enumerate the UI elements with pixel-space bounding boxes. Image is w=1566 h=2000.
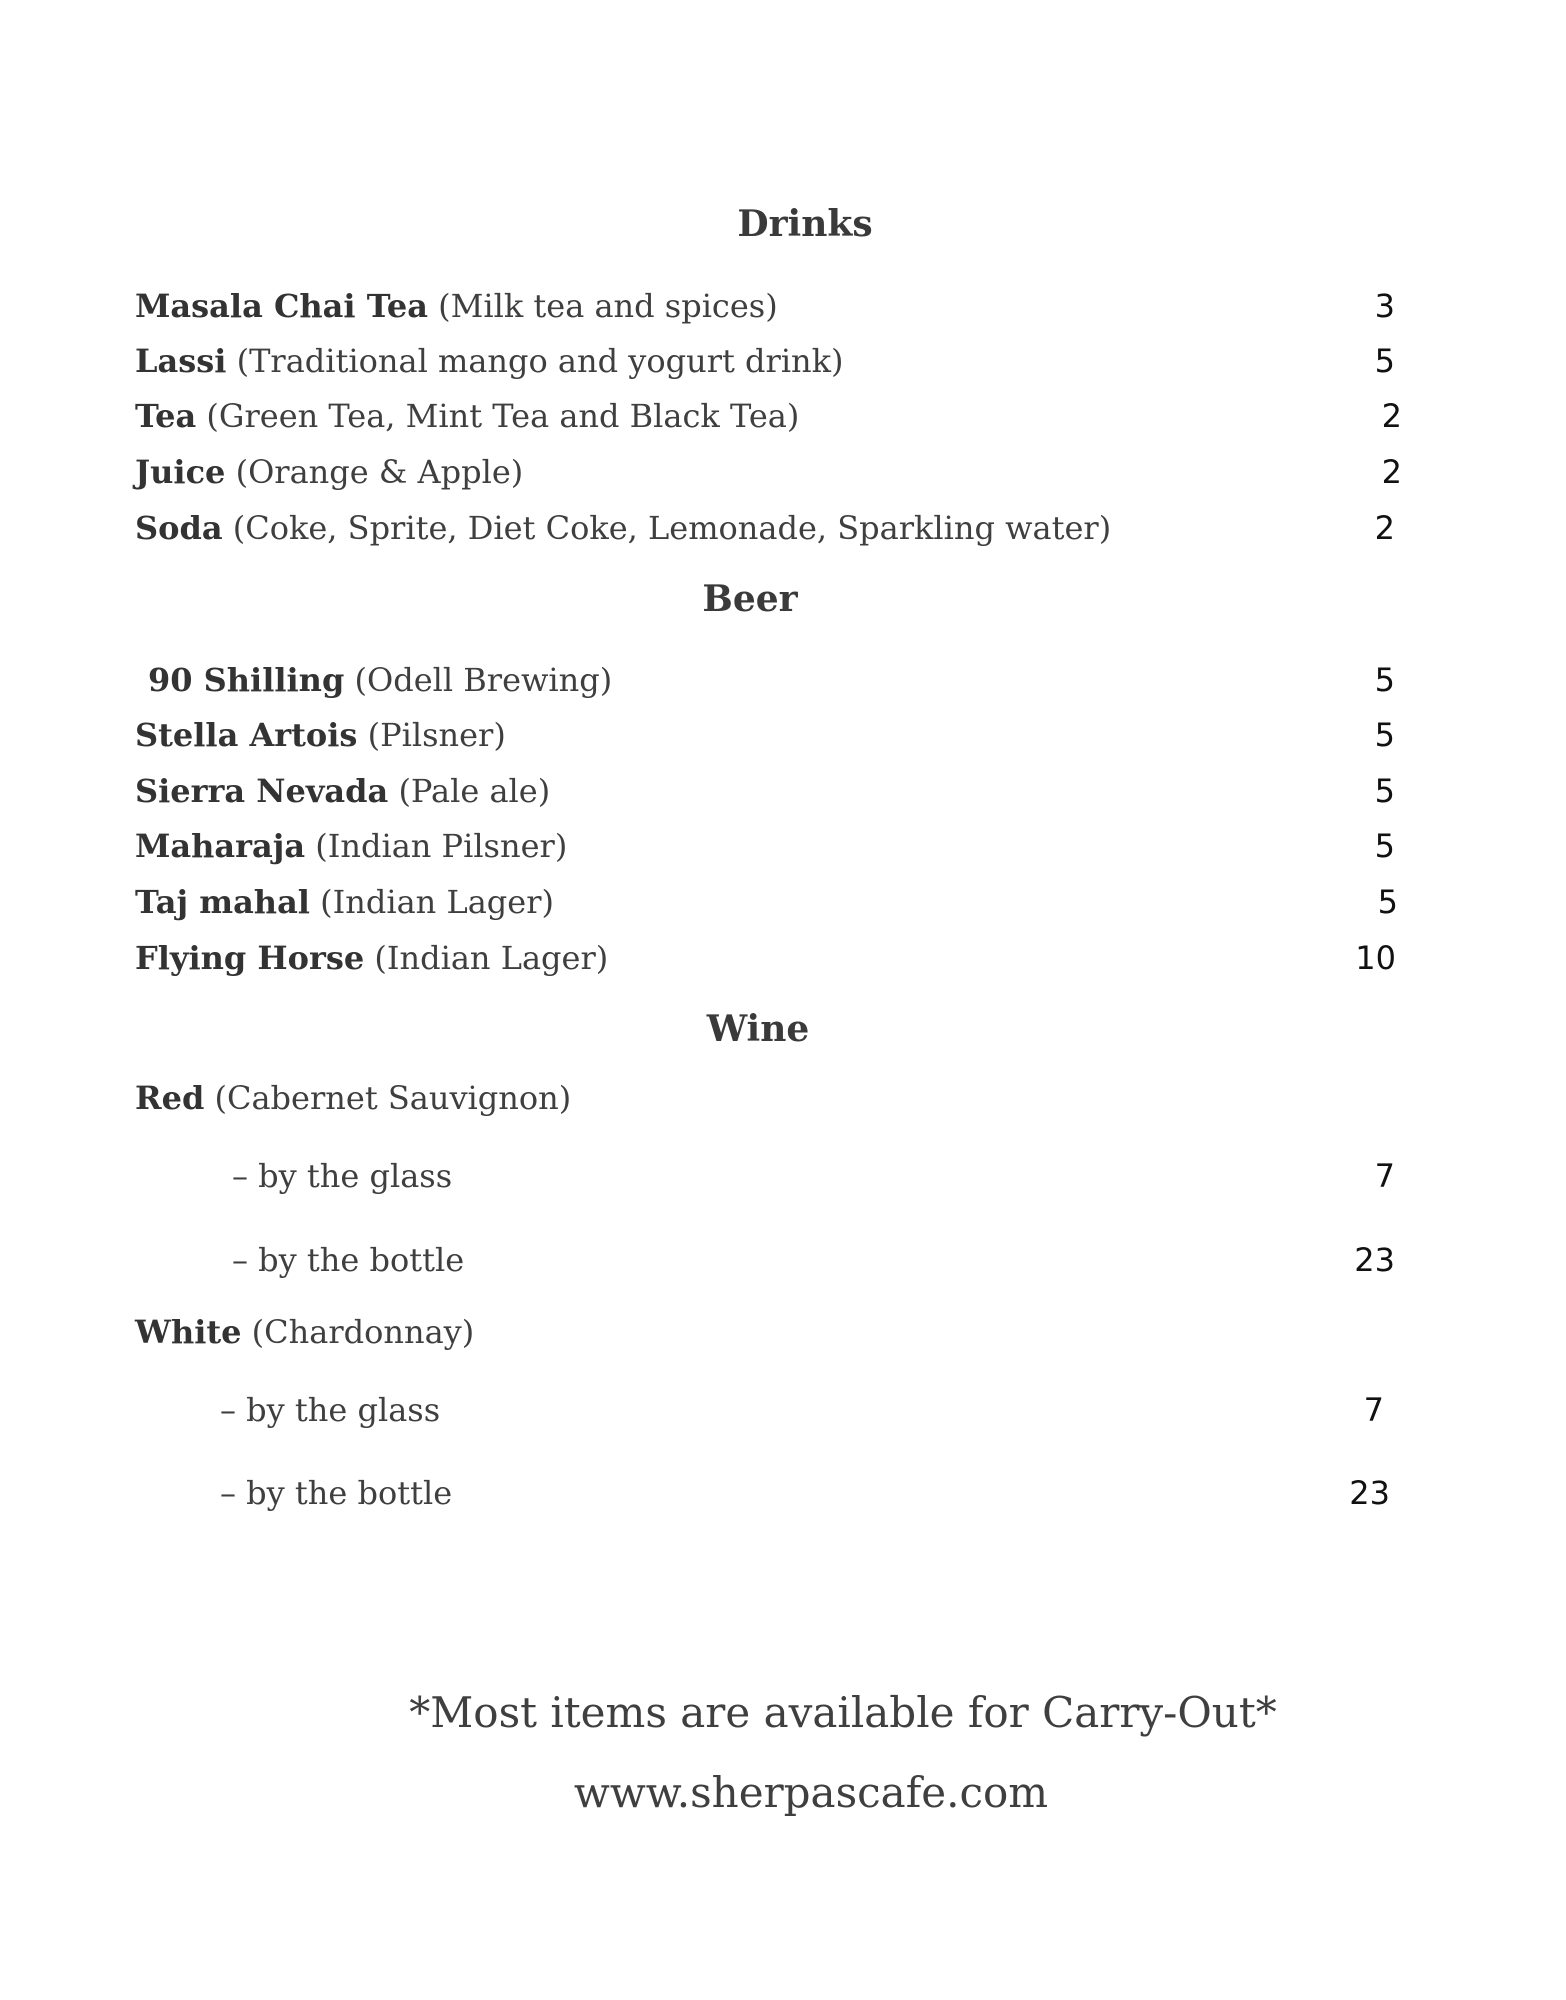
- item-name: Stella Artois: [135, 716, 358, 754]
- menu-sub-option: [220, 1465, 1480, 1521]
- option-price: 7: [1363, 1391, 1384, 1429]
- menu-item: [135, 1304, 1395, 1360]
- item-name: Lassi: [135, 342, 227, 380]
- item-price: 5: [1374, 716, 1395, 754]
- item-description: (Pilsner): [367, 716, 506, 754]
- menu-item: [135, 818, 1395, 874]
- option-label: – by the glass: [232, 1157, 453, 1195]
- menu-sub-option: [232, 1232, 1492, 1288]
- item-price: 5: [1374, 661, 1395, 699]
- menu-item: [135, 1070, 1395, 1126]
- item-name: Sierra Nevada: [135, 772, 389, 810]
- item-price: 5: [1374, 342, 1395, 380]
- item-description: (Orange & Apple): [235, 453, 524, 491]
- menu-item: [135, 500, 1395, 556]
- option-price: 23: [1354, 1241, 1395, 1279]
- menu-sub-option: [232, 1148, 1492, 1204]
- item-name: Red: [135, 1079, 205, 1117]
- item-price: 5: [1374, 772, 1395, 810]
- menu-item: [135, 278, 1395, 334]
- menu-item: [135, 444, 1402, 500]
- menu-item: [148, 652, 1408, 708]
- item-name: Tea: [135, 397, 197, 435]
- item-price: 2: [1381, 397, 1402, 435]
- item-description: (Chardonnay): [251, 1313, 475, 1351]
- menu-sub-option: [220, 1382, 1480, 1438]
- item-price: 10: [1355, 939, 1396, 977]
- menu-item: [135, 388, 1402, 444]
- menu-item: [135, 707, 1395, 763]
- option-label: – by the glass: [220, 1391, 441, 1429]
- item-description: (Indian Pilsner): [315, 827, 568, 865]
- menu-item: [135, 333, 1395, 389]
- section-heading-wine: Wine: [706, 1008, 810, 1050]
- item-price: 5: [1374, 827, 1395, 865]
- item-description: (Pale ale): [398, 772, 551, 810]
- item-name: Soda: [135, 509, 223, 547]
- item-description: (Milk tea and spices): [438, 287, 778, 325]
- option-price: 7: [1374, 1157, 1395, 1195]
- item-description: (Coke, Sprite, Diet Coke, Lemonade, Sparkling water): [232, 509, 1112, 547]
- item-price: 2: [1374, 509, 1395, 547]
- item-name: Maharaja: [135, 827, 306, 865]
- item-description: (Green Tea, Mint Tea and Black Tea): [206, 397, 800, 435]
- option-label: – by the bottle: [220, 1474, 453, 1512]
- item-price: 5: [1377, 883, 1398, 921]
- item-name: White: [135, 1313, 242, 1351]
- carry-out-note: *Most items are available for Carry-Out*: [409, 1688, 1277, 1737]
- item-price: 2: [1381, 453, 1402, 491]
- menu-item: [135, 930, 1395, 986]
- website-link[interactable]: www.sherpascafe.com: [573, 1768, 1049, 1817]
- menu-item: [135, 763, 1395, 819]
- menu-item: [135, 874, 1398, 930]
- item-description: (Indian Lager): [320, 883, 554, 921]
- item-name: Taj mahal: [135, 883, 310, 921]
- item-name: Juice: [135, 453, 226, 491]
- item-description: (Indian Lager): [374, 939, 609, 977]
- section-heading-drinks: Drinks: [737, 203, 873, 245]
- item-price: 3: [1374, 287, 1395, 325]
- section-heading-beer: Beer: [702, 578, 798, 620]
- option-label: – by the bottle: [232, 1241, 465, 1279]
- item-name: Masala Chai Tea: [135, 287, 428, 325]
- item-description: (Traditional mango and yogurt drink): [236, 342, 844, 380]
- item-description: (Cabernet Sauvignon): [214, 1079, 572, 1117]
- item-name: Flying Horse: [135, 939, 365, 977]
- option-price: 23: [1349, 1474, 1390, 1512]
- item-name: 90 Shilling: [148, 661, 345, 699]
- item-description: (Odell Brewing): [354, 661, 613, 699]
